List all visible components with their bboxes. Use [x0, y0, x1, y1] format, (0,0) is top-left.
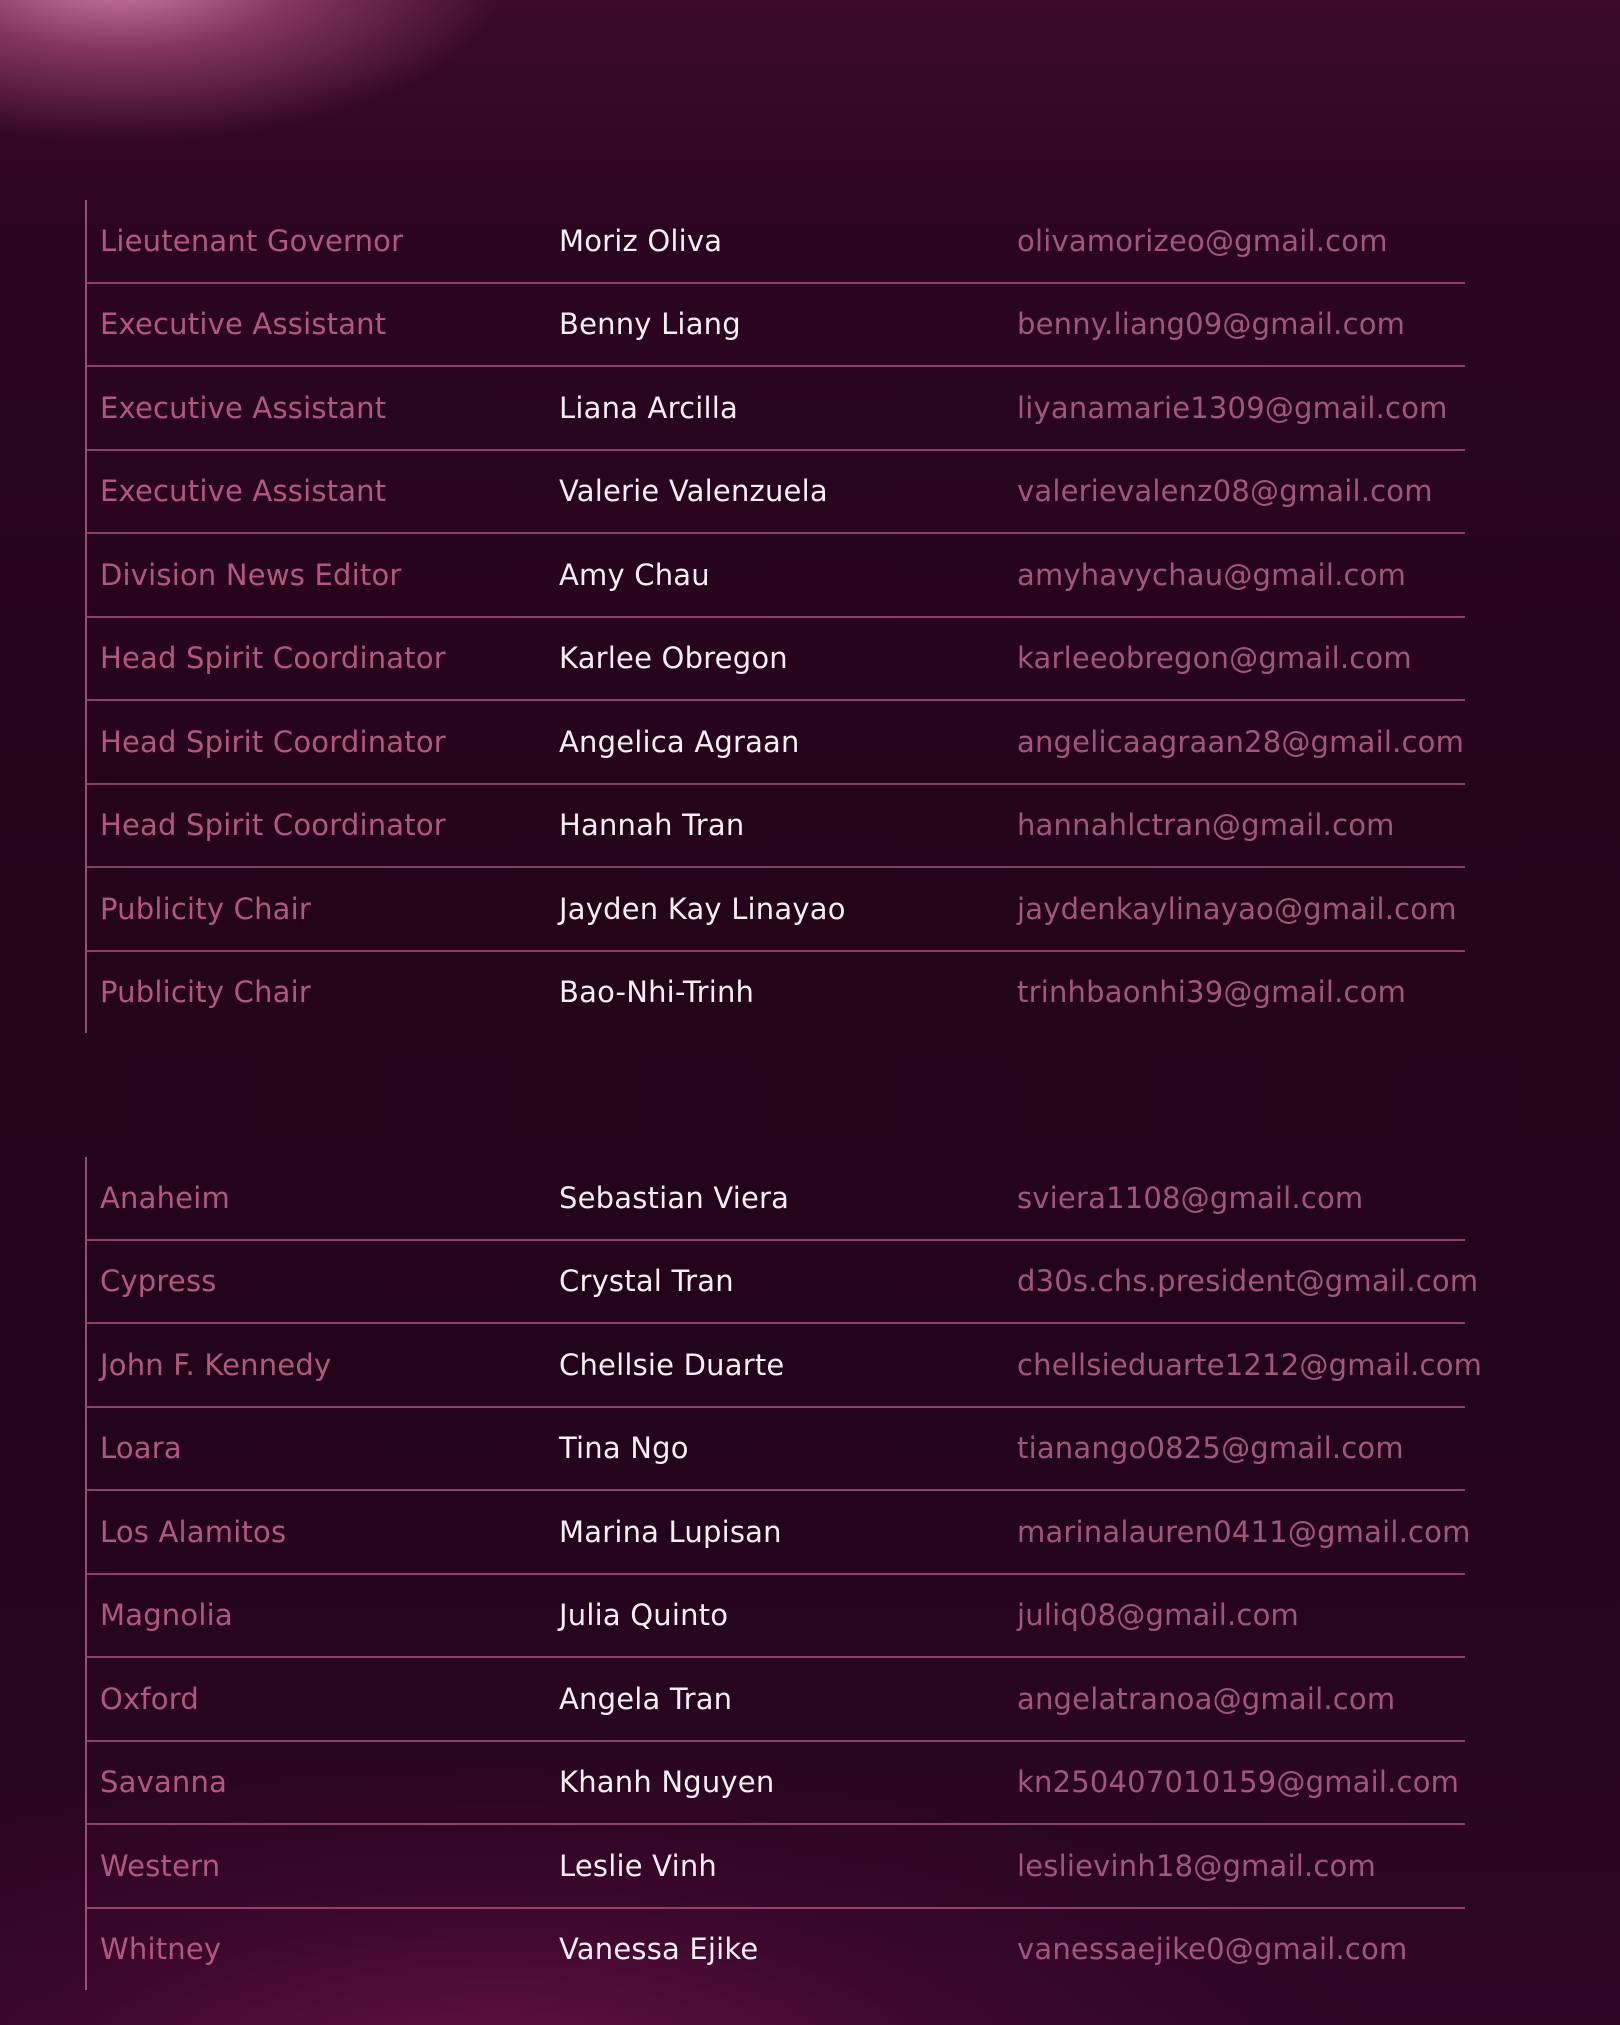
president-name: Sebastian Viera [559, 1180, 790, 1215]
president-name: Chellsie Duarte [559, 1347, 785, 1382]
president-email[interactable]: tianango0825@gmail.com [1017, 1431, 1404, 1466]
officer-contact-table [85, 200, 1465, 1033]
president-email[interactable]: vanessaejike0@gmail.com [1017, 1932, 1408, 1967]
officer-name: Benny Liang [559, 307, 741, 342]
officer-email[interactable]: benny.liang09@gmail.com [1017, 307, 1406, 342]
officer-email[interactable]: amyhavychau@gmail.com [1017, 557, 1407, 592]
officer-role: Executive Assistant [100, 307, 387, 342]
president-name: Marina Lupisan [559, 1514, 782, 1549]
school-row [87, 1322, 1483, 1406]
officer-row [87, 200, 1465, 282]
president-name: Tina Ngo [559, 1431, 689, 1466]
officer-role: Head Spirit Coordinator [100, 641, 446, 676]
officer-role: Executive Assistant [100, 474, 387, 509]
officer-email[interactable]: olivamorizeo@gmail.com [1017, 223, 1388, 258]
officer-role: Publicity Chair [100, 891, 312, 926]
officer-email[interactable]: karleeobregon@gmail.com [1017, 641, 1412, 676]
president-email[interactable]: d30s.chs.president@gmail.com [1017, 1264, 1479, 1299]
president-email[interactable]: juliq08@gmail.com [1017, 1598, 1299, 1633]
school-row [87, 1823, 1465, 1907]
officer-row [87, 449, 1465, 533]
school-row [87, 1239, 1479, 1323]
officer-role: Executive Assistant [100, 390, 387, 425]
president-email[interactable]: kn250407010159@gmail.com [1017, 1765, 1460, 1800]
school-row [87, 1656, 1465, 1740]
president-name: Leslie Vinh [559, 1848, 717, 1883]
officer-name: Valerie Valenzuela [559, 474, 828, 509]
president-email[interactable]: sviera1108@gmail.com [1017, 1180, 1364, 1215]
president-name: Vanessa Ejike [559, 1932, 759, 1967]
school-name: Cypress [100, 1264, 217, 1299]
school-name: Magnolia [100, 1598, 233, 1633]
president-email[interactable]: leslievinh18@gmail.com [1017, 1848, 1376, 1883]
officer-name: Hannah Tran [559, 808, 745, 843]
school-contact-table [85, 1157, 1483, 1990]
president-email[interactable]: chellsieduarte1212@gmail.com [1017, 1347, 1483, 1382]
school-row [87, 1740, 1465, 1824]
school-name: Los Alamitos [100, 1514, 287, 1549]
school-name: Savanna [100, 1765, 228, 1800]
officer-row [87, 950, 1465, 1034]
officer-email[interactable]: jaydenkaylinayao@gmail.com [1017, 891, 1457, 926]
officer-role: Head Spirit Coordinator [100, 724, 446, 759]
president-name: Angela Tran [559, 1681, 733, 1716]
school-name: John F. Kennedy [100, 1347, 332, 1382]
president-email[interactable]: marinalauren0411@gmail.com [1017, 1514, 1471, 1549]
president-name: Crystal Tran [559, 1264, 734, 1299]
officer-email[interactable]: liyanamarie1309@gmail.com [1017, 390, 1448, 425]
school-name: Loara [100, 1431, 182, 1466]
officer-name: Amy Chau [559, 557, 710, 592]
officer-name: Angelica Agraan [559, 724, 800, 759]
officer-email[interactable]: trinhbaonhi39@gmail.com [1017, 975, 1407, 1010]
officer-role: Head Spirit Coordinator [100, 808, 446, 843]
school-row [87, 1406, 1465, 1490]
school-row [87, 1489, 1471, 1573]
officer-row [87, 866, 1465, 950]
president-name: Khanh Nguyen [559, 1765, 775, 1800]
officer-email[interactable]: angelicaagraan28@gmail.com [1017, 724, 1465, 759]
officer-name: Bao-Nhi-Trinh [559, 975, 755, 1010]
school-name: Whitney [100, 1932, 222, 1967]
officer-role: Publicity Chair [100, 975, 312, 1010]
school-name: Anaheim [100, 1180, 230, 1215]
officer-name: Moriz Oliva [559, 223, 723, 258]
officer-name: Liana Arcilla [559, 390, 738, 425]
president-email[interactable]: angelatranoa@gmail.com [1017, 1681, 1396, 1716]
school-name: Oxford [100, 1681, 199, 1716]
officer-role: Lieutenant Governor [100, 223, 404, 258]
officer-row [87, 532, 1465, 616]
officer-row [87, 699, 1465, 783]
officer-role: Division News Editor [100, 557, 402, 592]
school-row [87, 1157, 1465, 1239]
president-name: Julia Quinto [559, 1598, 729, 1633]
officer-row [87, 282, 1465, 366]
officer-row [87, 616, 1465, 700]
officer-row [87, 783, 1465, 867]
school-row [87, 1907, 1465, 1991]
officer-email[interactable]: valerievalenz08@gmail.com [1017, 474, 1433, 509]
school-name: Western [100, 1848, 221, 1883]
officer-name: Jayden Kay Linayao [559, 891, 846, 926]
officer-email[interactable]: hannahlctran@gmail.com [1017, 808, 1395, 843]
officer-row [87, 365, 1465, 449]
officer-name: Karlee Obregon [559, 641, 788, 676]
school-row [87, 1573, 1465, 1657]
